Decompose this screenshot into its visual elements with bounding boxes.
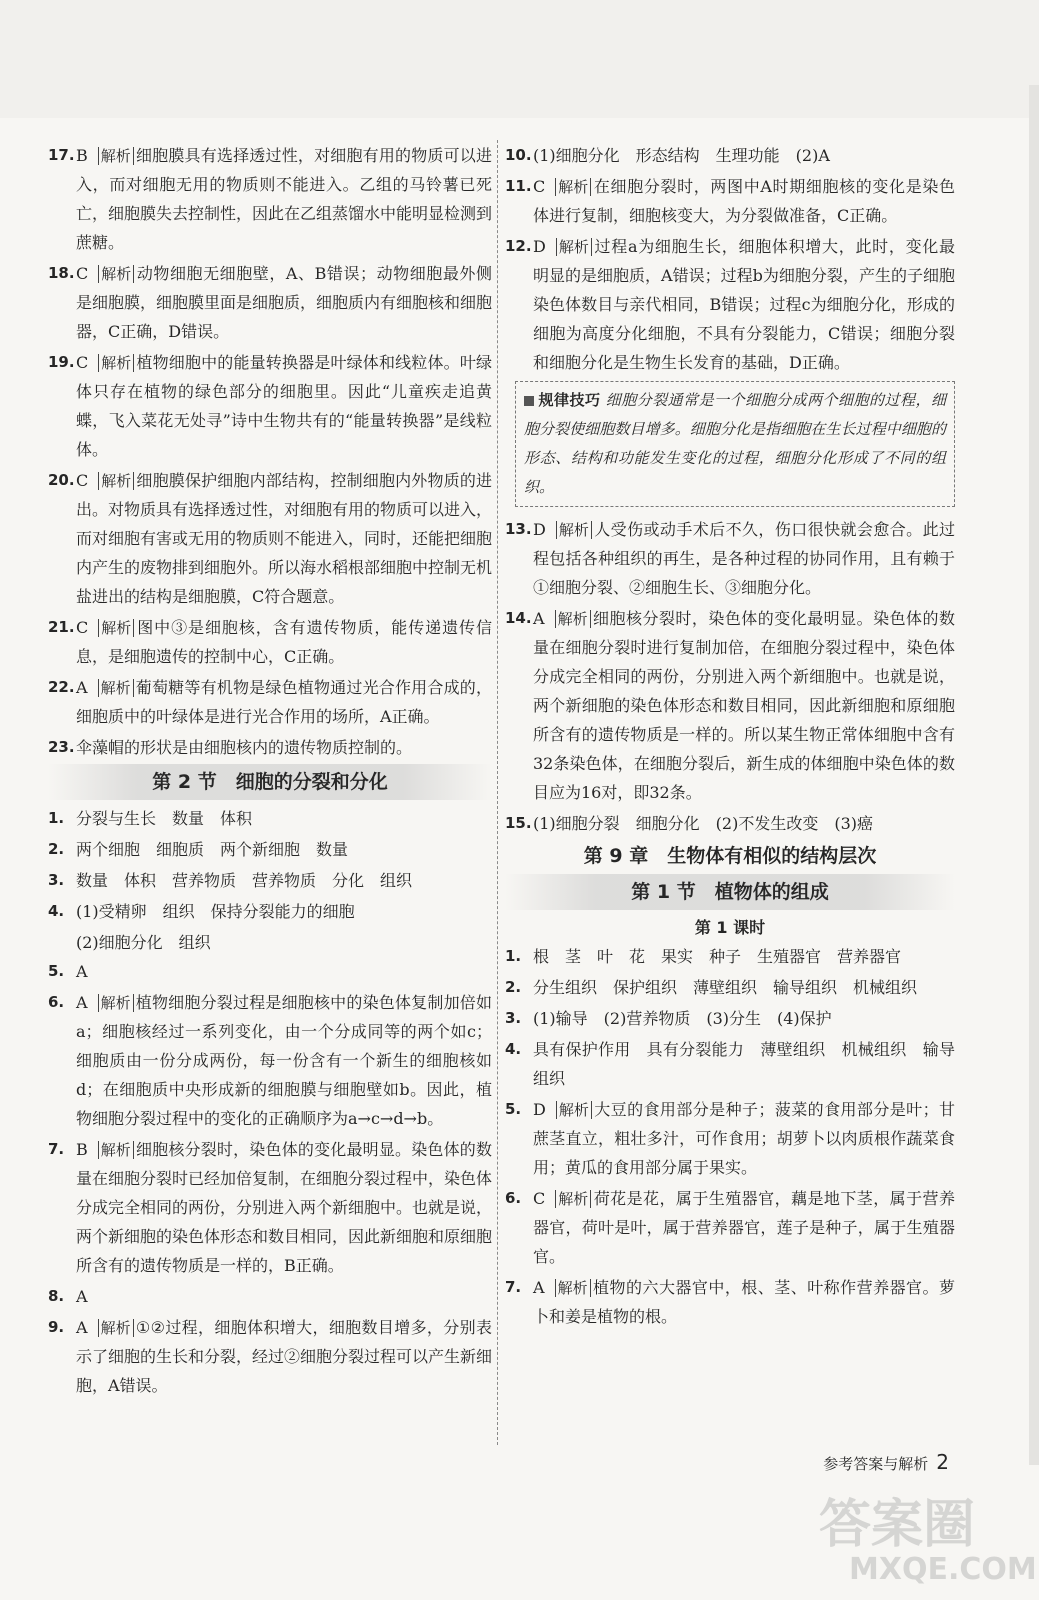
question-number: 13. <box>505 520 532 538</box>
answer-text: 人受伤或动手术后不久，伤口很快就会愈合。此过程包括各种组织的再生，是各种过程的协同作用，且有赖于①细胞分裂、②细胞生长、③细胞分化。 <box>533 520 955 597</box>
page-edge <box>1029 85 1039 1465</box>
answer-body <box>76 897 492 926</box>
answer-item <box>505 1273 955 1331</box>
answer-text: 分生组织 保护组织 薄壁组织 输导组织 机械组织 <box>533 978 918 997</box>
question-number: 3. <box>505 1009 522 1027</box>
answer-item <box>48 466 492 611</box>
answer-text: 细胞膜具有选择透过性，对细胞有用的物质可以进入，而对细胞无用的物质则不能进入。乙组的马铃薯已死亡，细胞膜失去控制性，因此在乙组蒸馏水中能明显检测到蔗糖。 <box>76 146 493 252</box>
answer-body <box>76 141 492 257</box>
answer-item <box>505 1004 955 1033</box>
answer-choice: A <box>76 1287 88 1306</box>
question-number: 2. <box>48 840 65 858</box>
analysis-tag: 解析 <box>555 1190 591 1208</box>
answer-body <box>533 1035 955 1093</box>
answer-item <box>505 604 955 807</box>
watermark-url: MXQE.COM <box>849 1552 1037 1587</box>
answer-item <box>505 809 955 838</box>
answer-text: 荷花是花，属于生殖器官，藕是地下茎，属于营养器官，荷叶是叶，属于营养器官，莲子是种子，属于生殖器官。 <box>533 1189 955 1266</box>
watermark-logo <box>809 1482 1037 1592</box>
answer-choice: C <box>76 618 89 637</box>
answer-text: 过程a为细胞生长，细胞体积增大，此时，变化最明显的是细胞质，A错误；过程b为细胞分裂，产生的子细胞染色体数目与亲代相同，B错误；过程c为细胞分化，形成的细胞为高度分化细胞，不具有分裂能力，C错误；细胞分裂和细胞分化是生物生长发育的基础，D正确。 <box>533 237 955 372</box>
answer-item <box>48 1135 492 1280</box>
question-number: 22. <box>48 678 75 696</box>
answer-text: 具有保护作用 具有分裂能力 薄壁组织 机械组织 输导组织 <box>533 1040 955 1088</box>
answer-body <box>76 988 492 1133</box>
question-number: 11. <box>505 177 532 195</box>
answer-text: 根 茎 叶 花 果实 种子 生殖器官 营养器官 <box>533 947 902 966</box>
answer-item <box>48 733 492 762</box>
answer-item <box>505 942 955 971</box>
question-number: 10. <box>505 146 532 164</box>
answer-body <box>76 259 492 346</box>
analysis-tag: 解析 <box>98 147 134 165</box>
answer-body <box>533 809 955 838</box>
question-number: 12. <box>505 237 532 255</box>
answer-body <box>76 348 492 464</box>
answer-body <box>533 1095 955 1182</box>
answer-choice: A <box>76 962 88 981</box>
answer-body <box>76 957 492 986</box>
question-number: 5. <box>505 1100 522 1118</box>
analysis-tag: 解析 <box>98 1319 134 1337</box>
analysis-tag: 解析 <box>98 265 134 283</box>
analysis-tag: 解析 <box>98 994 134 1012</box>
answer-body <box>76 613 492 671</box>
answer-body <box>76 1313 492 1400</box>
answer-body <box>533 515 955 602</box>
answer-item <box>48 1313 492 1400</box>
answer-body <box>533 1004 955 1033</box>
question-number: 1. <box>505 947 522 965</box>
answer-item <box>505 1095 955 1182</box>
analysis-tag: 解析 <box>98 354 134 372</box>
answer-choice: C <box>533 1189 546 1208</box>
answer-choice: D <box>533 1100 546 1119</box>
answer-item <box>505 232 955 377</box>
answer-body <box>76 1135 492 1280</box>
answer-item <box>48 804 492 833</box>
answer-item <box>48 259 492 346</box>
answer-body <box>76 804 492 833</box>
answer-text: 动物细胞无细胞壁，A、B错误；动物细胞最外侧是细胞膜，细胞膜里面是细胞质，细胞质内有细胞核和细胞器，C正确，D错误。 <box>76 264 493 341</box>
answer-item <box>48 988 492 1133</box>
chapter-title: 第 9 章 生物体有相似的结构层次 <box>583 845 877 867</box>
answer-item <box>48 348 492 464</box>
answer-body <box>76 835 492 864</box>
left-column <box>48 141 492 1402</box>
column-divider <box>497 140 498 1445</box>
answer-body <box>533 141 955 170</box>
question-number: 15. <box>505 814 532 832</box>
tip-box <box>515 381 955 507</box>
answer-item <box>48 897 492 926</box>
analysis-tag: 解析 <box>555 610 591 628</box>
answer-text: (1)细胞分化 形态结构 生理功能 (2)A <box>533 146 830 165</box>
answer-body <box>76 673 492 731</box>
page-footer <box>823 1450 949 1474</box>
answer-item <box>48 673 492 731</box>
tip-icon <box>524 396 534 406</box>
answer-choice: A <box>76 993 88 1012</box>
answer-item <box>48 835 492 864</box>
answer-text: (1)输导 (2)营养物质 (3)分生 (4)保护 <box>533 1009 832 1028</box>
answer-choice: A <box>533 609 545 628</box>
analysis-tag: 解析 <box>555 178 591 196</box>
answer-body <box>76 733 492 762</box>
question-number: 1. <box>48 809 65 827</box>
question-number: 4. <box>48 902 65 920</box>
section-title: 第 2 节 细胞的分裂和分化 <box>48 764 492 800</box>
analysis-tag: 解析 <box>556 238 592 256</box>
analysis-tag: 解析 <box>556 521 592 539</box>
answer-body <box>533 1184 955 1271</box>
answer-body <box>533 172 955 230</box>
answer-item <box>505 515 955 602</box>
answer-text: 植物细胞分裂过程是细胞核中的染色体复制加倍如a；细胞核经过一系列变化，由一个分成同等的两个如c；细胞质由一份分成两份，每一份含有一个新生的细胞核如d；在细胞质中央形成新的细胞膜与细胞壁如b。因此，植物细胞分裂过程中的变化的正确顺序为a→c→d→b。 <box>76 993 492 1128</box>
question-number: 3. <box>48 871 65 889</box>
answer-text: 大豆的食用部分是种子；菠菜的食用部分是叶；甘蔗茎直立，粗壮多汁，可作食用；胡萝卜以肉质根作蔬菜食用；黄瓜的食用部分属于果实。 <box>533 1100 955 1177</box>
answer-item <box>48 957 492 986</box>
answer-text: 植物的六大器官中，根、茎、叶称作营养器官。萝卜和姜是植物的根。 <box>533 1278 955 1326</box>
question-number: 21. <box>48 618 75 636</box>
answer-text: 分裂与生长 数量 体积 <box>76 809 253 828</box>
analysis-tag: 解析 <box>555 1279 591 1297</box>
answer-body <box>76 466 492 611</box>
answer-body <box>533 942 955 971</box>
question-number: 19. <box>48 353 75 371</box>
right-column <box>505 141 955 1333</box>
answer-body <box>533 232 955 377</box>
question-number: 7. <box>48 1140 65 1158</box>
question-number: 5. <box>48 962 65 980</box>
answer-text: 细胞膜保护细胞内部结构，控制细胞内外物质的进出。对物质具有选择透过性，对细胞有用的物质可以进入，而对细胞有害或无用的物质则不能进入，同时，还能把细胞内产生的废物排到细胞外。所以海水稻根部细胞中控制无机盐进出的结构是细胞膜，C符合题意。 <box>76 471 493 606</box>
question-number: 20. <box>48 471 75 489</box>
answer-body <box>533 973 955 1002</box>
answer-item <box>505 1184 955 1271</box>
answer-text: 数量 体积 营养物质 营养物质 分化 组织 <box>76 871 413 890</box>
answer-body <box>76 866 492 895</box>
question-number: 7. <box>505 1278 522 1296</box>
answer-choice: B <box>76 1140 88 1159</box>
answer-choice: C <box>76 264 89 283</box>
page-number: 2 <box>936 1450 949 1474</box>
answer-item <box>505 973 955 1002</box>
answer-item <box>505 172 955 230</box>
answer-text: 细胞核分裂时，染色体的变化最明显。染色体的数量在细胞分裂时已经加倍复制，在细胞分裂过程中，染色体分成完全相同的两份，分别进入两个新细胞中。也就是说，两个新细胞的染色体形态和数目相同，因此新细胞和原细胞所含有的遗传物质是一样的，B正确。 <box>76 1140 493 1275</box>
analysis-tag: 解析 <box>98 679 134 697</box>
footer-text: 参考答案与解析 <box>823 1455 929 1473</box>
answer-body <box>533 1273 955 1331</box>
answer-text: 植物细胞中的能量转换器是叶绿体和线粒体。叶绿体只存在植物的绿色部分的细胞里。因此“儿童疾走追黄蝶，飞入菜花无处寻”诗中生物共有的“能量转换器”是线粒体。 <box>76 353 492 459</box>
lesson-title: 第 1 课时 <box>694 918 766 937</box>
analysis-tag: 解析 <box>98 472 134 490</box>
answer-text: ①②过程，细胞体积增大，细胞数目增多，分别表示了细胞的生长和分裂，经过②细胞分裂过程可以产生新细胞，A错误。 <box>76 1318 493 1395</box>
question-number: 18. <box>48 264 75 282</box>
answer-choice: C <box>76 353 89 372</box>
answer-text: 细胞核分裂时，染色体的变化最明显。染色体的数量在细胞分裂时进行复制加倍，在细胞分裂过程中，染色体分成完全相同的两份，分别进入两个新细胞中。也就是说，两个新细胞的染色体形态和数目相同，因此新细胞和原细胞所含有的遗传物质是一样的。所以某生物正常体细胞中含有32条染色体，在细胞分裂后，新生成的体细胞中染色体的数目应为16对，即32条。 <box>533 609 955 802</box>
answer-item <box>48 613 492 671</box>
analysis-tag: 解析 <box>98 1141 134 1159</box>
answer-choice: A <box>76 1318 88 1337</box>
question-number: 8. <box>48 1287 65 1305</box>
question-number: 17. <box>48 146 75 164</box>
question-number: 6. <box>48 993 65 1011</box>
answer-body <box>533 604 955 807</box>
answer-text: 在细胞分裂时，两图中A时期细胞核的变化是染色体进行复制，细胞核变大，为分裂做准备，C正确。 <box>533 177 955 225</box>
question-number: 2. <box>505 978 522 996</box>
watermark-text: 答案圈 <box>819 1495 976 1555</box>
answer-choice: D <box>533 237 546 256</box>
section-title: 第 1 节 植物体的组成 <box>505 874 955 910</box>
answer-item <box>48 866 492 895</box>
answer-text: (1)受精卵 组织 保持分裂能力的细胞 <box>76 902 355 921</box>
answer-choice: A <box>76 678 88 697</box>
answer-text: 葡萄糖等有机物是绿色植物通过光合作用合成的，细胞质中的叶绿体是进行光合作用的场所，A正确。 <box>76 678 492 726</box>
question-number: 4. <box>505 1040 522 1058</box>
answer-subline: (2)细胞分化 组织 <box>76 933 211 952</box>
answer-item <box>505 141 955 170</box>
answer-choice: A <box>533 1278 545 1297</box>
analysis-tag: 解析 <box>556 1101 592 1119</box>
answer-text: 两个细胞 细胞质 两个新细胞 数量 <box>76 840 349 859</box>
answer-text: 图中③是细胞核，含有遗传物质，能传递遗传信息，是细胞遗传的控制中心，C正确。 <box>76 618 492 666</box>
answer-item <box>505 1035 955 1093</box>
answer-choice: B <box>76 146 88 165</box>
answer-text: (1)细胞分裂 细胞分化 (2)不发生改变 (3)癌 <box>533 814 873 833</box>
tip-label: 规律技巧 <box>538 391 601 409</box>
answer-choice: C <box>76 471 89 490</box>
question-number: 9. <box>48 1318 65 1336</box>
answer-item <box>48 141 492 257</box>
tip-text: 细胞分裂通常是一个细胞分成两个细胞的过程，细胞分裂使细胞数目增多。细胞分化是指细胞在生长过程中细胞的形态、结构和功能发生变化的过程，细胞分化形成了不同的组织。 <box>524 391 946 496</box>
top-margin <box>0 0 1039 118</box>
answer-choice: C <box>533 177 546 196</box>
answer-text: 伞藻帽的形状是由细胞核内的遗传物质控制的。 <box>76 738 413 757</box>
answer-body <box>76 1282 492 1311</box>
analysis-tag: 解析 <box>98 619 134 637</box>
question-number: 14. <box>505 609 532 627</box>
answer-choice: D <box>533 520 546 539</box>
answer-item <box>48 1282 492 1311</box>
question-number: 6. <box>505 1189 522 1207</box>
question-number: 23. <box>48 738 75 756</box>
